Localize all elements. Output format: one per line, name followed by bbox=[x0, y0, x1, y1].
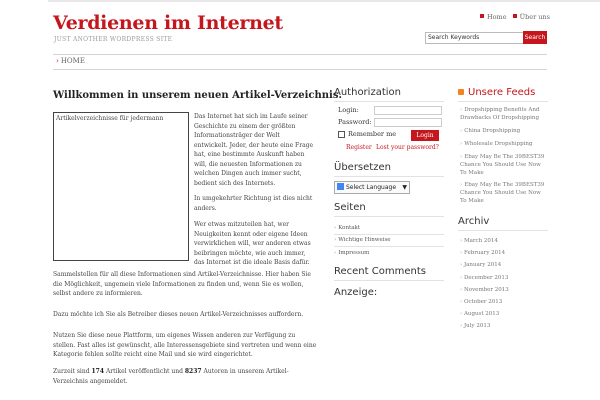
page-link-impressum[interactable]: › Impressum bbox=[334, 250, 370, 256]
article-image-box bbox=[53, 112, 189, 261]
site-title[interactable]: Verdienen im Internet bbox=[53, 12, 283, 34]
ads-widget-title: Anzeige: bbox=[334, 287, 378, 298]
archive-item[interactable]: › August 2013 bbox=[460, 311, 500, 317]
bullet-icon: › bbox=[334, 225, 337, 231]
nav-home[interactable]: › HOME bbox=[56, 57, 85, 65]
feed-item[interactable]: › Dropshipping Benefits And Drawbacks Of Dropshipping bbox=[460, 107, 540, 121]
author-count: 8237 bbox=[184, 368, 202, 375]
lost-password-link[interactable]: Lost your password? bbox=[376, 144, 439, 151]
login-label: Login: bbox=[338, 106, 359, 114]
bullet-icon: › bbox=[460, 250, 464, 256]
pages-widget-title: Seiten bbox=[334, 202, 366, 213]
bullet-icon: › bbox=[334, 237, 337, 243]
feed-item[interactable]: › Wholesale Dropshipping bbox=[460, 141, 533, 147]
page-link-kontakt[interactable]: › Kontakt bbox=[334, 225, 361, 231]
bullet-icon: › bbox=[460, 107, 463, 113]
feeds-widget-title: Unsere Feeds bbox=[458, 87, 535, 98]
bullet-icon: › bbox=[460, 182, 463, 188]
image-caption: Artikelverzeichnisse für jedermann bbox=[56, 115, 164, 122]
body-paragraph-1: Sammelstellen für all diese Informationen sind Artikel-Verzeichnisse. Hier haben Sie die Möglichkeit, ungemein viele Informationen zu finden und, wenn Sie es wollen, selbst andere zu informieren. bbox=[53, 271, 311, 297]
chevron-right-icon: › bbox=[56, 57, 59, 65]
archive-item[interactable]: › October 2013 bbox=[460, 299, 503, 305]
divider bbox=[334, 234, 444, 235]
archive-item[interactable]: › December 2013 bbox=[460, 275, 509, 281]
stats-paragraph: Zurzeit sind 174 Artikel veröffentlicht und 8237 Autoren in unserem Artikel-Verzeichnis angemeldet. bbox=[53, 368, 289, 385]
archive-item[interactable]: › March 2014 bbox=[460, 238, 498, 244]
translate-widget-title: Übersetzen bbox=[334, 162, 391, 173]
feed-item[interactable]: › Ebay May Be The 39BEST39 Chance You Should Use Now To Make bbox=[460, 154, 545, 176]
top-divider bbox=[48, 0, 600, 2]
divider bbox=[458, 101, 548, 102]
comments-widget-title: Recent Comments bbox=[334, 266, 426, 277]
divider bbox=[334, 176, 444, 177]
intro-paragraph-2: In umgekehrter Richtung ist dies nicht anders. bbox=[194, 195, 313, 212]
archive-item[interactable]: › November 2013 bbox=[460, 287, 509, 293]
archive-widget-title: Archiv bbox=[458, 216, 490, 227]
divider bbox=[334, 280, 444, 281]
page-link-hinweise[interactable]: › Wichtige Hinweise bbox=[334, 237, 391, 243]
archive-item[interactable]: › July 2013 bbox=[460, 323, 491, 329]
feed-item[interactable]: › China Dropshipping bbox=[460, 128, 521, 134]
article-count: 174 bbox=[91, 368, 105, 375]
bullet-icon bbox=[513, 14, 517, 18]
site-tagline: JUST ANOTHER WORDPRESS SITE bbox=[54, 36, 173, 43]
bullet-icon: › bbox=[460, 238, 464, 244]
bullet-icon: › bbox=[460, 275, 464, 281]
nav-bar bbox=[53, 54, 547, 70]
language-select[interactable]: Select Language ▼ bbox=[334, 181, 410, 194]
dropdown-arrow-icon: ▼ bbox=[402, 184, 407, 191]
archive-item[interactable]: › January 2014 bbox=[460, 262, 502, 268]
page-title: Willkommen in unserem neuen Artikel-Verzeichnis. bbox=[53, 90, 342, 101]
bullet-icon: › bbox=[334, 250, 337, 256]
divider bbox=[458, 230, 548, 231]
top-link-about[interactable]: Über uns bbox=[513, 13, 550, 21]
bullet-icon: › bbox=[460, 323, 464, 329]
login-input[interactable] bbox=[374, 106, 442, 115]
bullet-icon bbox=[480, 14, 484, 18]
body-paragraph-2: Dazu möchte ich Sie als Betreiber dieses neuen Artikel-Verzeichnisses auffordern. bbox=[53, 311, 304, 318]
feed-item[interactable]: › Ebay May Be The 39BEST39 Chance You Should Use Now To Make bbox=[460, 182, 545, 204]
register-link[interactable]: Register bbox=[346, 144, 372, 151]
google-icon bbox=[337, 183, 344, 190]
rss-icon bbox=[458, 89, 464, 95]
bullet-icon: › bbox=[460, 154, 463, 160]
divider bbox=[334, 101, 444, 102]
bullet-icon: › bbox=[460, 128, 463, 134]
bullet-icon: › bbox=[460, 299, 464, 305]
intro-paragraph-3: Wer etwas mitzuteilen hat, wer Neuigkeiten kennt oder eigene Ideen verwirklichen will, wer anderen etwas beibringen möchte, wie auch immer, das Internet ist die ideale Basis dafür. bbox=[194, 221, 311, 266]
remember-checkbox[interactable] bbox=[338, 131, 345, 138]
divider bbox=[334, 246, 444, 247]
bullet-icon: › bbox=[460, 287, 464, 293]
top-link-home[interactable]: Home bbox=[480, 13, 507, 21]
password-input[interactable] bbox=[374, 118, 442, 127]
intro-paragraph: Das Internet hat sich im Laufe seiner Geschichte zu einem der größten Informationsträger der Welt entwickelt. Jeder, der heute eine Frage hat, eine bestimmte Auskunft haben will, die neuesten Informationen zu welchen Dingen auch immer sucht, bedient sich des Internets. bbox=[194, 113, 314, 187]
search-input[interactable]: Search Keywords bbox=[425, 32, 526, 44]
body-paragraph-3: Nutzen Sie diese neue Plattform, um eigenes Wissen anderen zur Verfügung zu stellen. Fast alles ist gewünscht, alle Interessensgebiete sind vertreten und wenn eine Kategorie fehlen sollte reicht eine Mail und sie wird eingerichtet. bbox=[53, 332, 317, 358]
bullet-icon: › bbox=[460, 141, 463, 147]
login-button[interactable]: Login bbox=[411, 130, 439, 141]
search-button[interactable]: Search bbox=[523, 31, 547, 44]
divider bbox=[334, 216, 444, 217]
remember-label: Remember me bbox=[348, 130, 397, 138]
archive-item[interactable]: › February 2014 bbox=[460, 250, 506, 256]
bullet-icon: › bbox=[460, 311, 464, 317]
bullet-icon: › bbox=[460, 262, 464, 268]
top-links bbox=[476, 13, 550, 21]
auth-widget-title: Authorization bbox=[334, 87, 401, 98]
password-label: Password: bbox=[338, 118, 372, 126]
